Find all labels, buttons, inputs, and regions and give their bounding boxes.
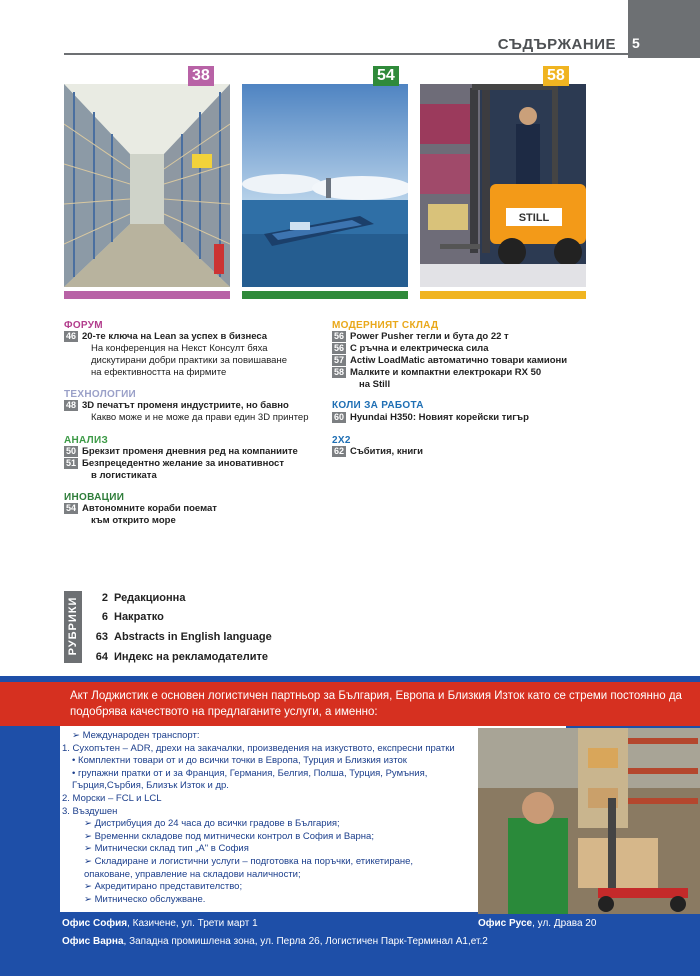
category-analysis: АНАЛИЗ: [64, 435, 109, 446]
office-sofia-address: , Казичене, ул. Трети март 1: [127, 918, 258, 929]
ad-line: • групажни пратки от и за Франция, Германия, Белгия, Полша, Турция, Румъния,: [72, 767, 428, 779]
entry-subtitle: дискутирани добри практики за повишаване: [91, 355, 287, 366]
category-work-vehicles: КОЛИ ЗА РАБОТА: [332, 400, 424, 411]
ad-line: • Комплектни товари от и до всички точки в Европа, Турция и Близкия изток: [72, 755, 407, 767]
office-ruse: [478, 918, 596, 929]
ad-line: ➢ Акредитирано представителство;: [84, 881, 243, 893]
rubric-item[interactable]: [86, 611, 164, 623]
rubric-title: Индекс на рекламодателите: [114, 651, 269, 663]
ad-line: ➢ Митнически склад тип „А" в София: [84, 843, 249, 855]
toc-entry[interactable]: [64, 331, 324, 379]
entry-title: Автономните кораби поемат: [82, 503, 217, 514]
page-ref: 51: [66, 458, 77, 468]
rubric-item[interactable]: [86, 631, 272, 643]
entry-title: Power Pusher тегли и бута до 22 т: [350, 331, 509, 342]
toc-entry[interactable]: [64, 446, 334, 458]
rubric-item[interactable]: [86, 592, 185, 604]
ad-line: ➢ Дистрибуция до 24 часа до всички градове в България;: [84, 818, 340, 830]
toc-entry[interactable]: [332, 412, 592, 424]
ad-line: 1. Сухопътен – ADR, дрехи на закачалки, произведения на изкуството, експресни пратки: [62, 742, 455, 754]
svg-text:STILL: STILL: [518, 212, 550, 224]
entry-title: 20-те ключа на Lean за успех в бизнеса: [82, 331, 268, 342]
category-2x2: 2Х2: [332, 435, 351, 446]
office-varna-address: , Западна промишлена зона, ул. Перла 26, Логистичен Парк-Терминал А1,ет.2: [123, 936, 488, 947]
entry-title: С ръчна и електрическа сила: [350, 343, 489, 354]
page-ref: 56: [334, 343, 345, 353]
entry-title: Малките и компактни електрокари RX 50: [350, 367, 542, 378]
toc-entry[interactable]: [332, 331, 592, 343]
office-ruse-label: Офис Русе: [478, 918, 533, 929]
toc-entry[interactable]: [332, 446, 592, 458]
page-ref: 46: [66, 331, 77, 341]
warehouse-aisle-photo: [64, 84, 230, 287]
rubric-page: 6: [101, 611, 108, 623]
office-sofia: [62, 918, 258, 929]
entry-subtitle: на ефективността на фирмите: [91, 367, 227, 378]
page-ref: 58: [334, 367, 345, 377]
office-sofia-label: Офис София: [62, 918, 128, 929]
feature-number-38: 38: [188, 66, 214, 86]
rubric-page: 2: [101, 592, 108, 604]
office-varna-label: Офис Варна: [62, 936, 124, 947]
entry-title: Брекзит променя дневния ред на компаниите: [82, 446, 298, 457]
rubric-title: Abstracts in English language: [114, 631, 272, 643]
autonomous-ship-photo: [242, 84, 408, 287]
rubric-page: 64: [95, 651, 108, 663]
category-forum: ФОРУМ: [64, 320, 103, 331]
toc-entry[interactable]: [64, 503, 324, 527]
entry-title: Безпрецедентно желание за иновативност: [82, 458, 284, 469]
page-ref: 62: [334, 446, 345, 456]
rubric-title: Редакционна: [114, 592, 186, 604]
header-rule: [64, 53, 630, 55]
ad-services-list: [62, 730, 562, 906]
ad-line: ➢ Международен транспорт:: [72, 730, 200, 741]
entry-title: 3D печатът променя индустриите, но бавно: [82, 400, 289, 411]
page-ref: 48: [66, 400, 77, 410]
rubriki-label: РУБРИКИ: [67, 596, 79, 656]
toc-entry[interactable]: [64, 400, 324, 424]
ad-line: 3. Въздушен: [62, 805, 118, 817]
entry-title: Hyundai H350: Новият корейски тигър: [350, 412, 529, 423]
ad-line: 2. Морски – FCL и LCL: [62, 792, 162, 804]
rubric-title: Накратко: [114, 611, 164, 623]
ad-headline: Акт Лоджистик е основен логистичен партньор за България, Европа и Близкия Изток като се стреми постоянно да подобрява качеството на предлаганите услуги, а именно:: [70, 690, 682, 718]
office-varna: [62, 936, 488, 947]
category-modern-warehouse: МОДЕРНИЯТ СКЛАД: [332, 320, 439, 331]
entry-title-cont: в логистиката: [91, 470, 157, 481]
feature-bar-54: [242, 291, 408, 299]
forklift-photo: [420, 84, 586, 287]
entry-title: Събития, книги: [350, 446, 423, 457]
toc-entry[interactable]: [332, 343, 592, 355]
page-ref: 57: [334, 355, 345, 365]
toc-entry[interactable]: [332, 367, 592, 391]
feature-number-54: 54: [373, 66, 399, 86]
toc-entry[interactable]: [332, 355, 592, 367]
ad-line: ➢ Временни складове под митнически контрол в София и Варна;: [84, 830, 374, 842]
category-innovations: ИНОВАЦИИ: [64, 492, 125, 503]
ad-line: ➢ Митническо обслужване.: [84, 893, 206, 905]
feature-number-58: 58: [543, 66, 569, 86]
toc-entry[interactable]: [64, 458, 334, 482]
entry-title-cont: към открито море: [91, 515, 176, 526]
page-ref: 54: [66, 503, 77, 513]
page-ref: 50: [66, 446, 77, 456]
office-ruse-address: , ул. Драва 20: [532, 918, 597, 929]
page-title: СЪДЪРЖАНИЕ: [497, 36, 616, 53]
entry-title: Actiw LoadMatic автоматично товари камиони: [350, 355, 568, 366]
ad-line: ➢ Складиране и логистични услуги – подготовка на поръчки, етикетиране,: [84, 855, 414, 867]
ad-line: опаковане, управление на складови наличности;: [84, 868, 301, 880]
feature-bar-38: [64, 291, 230, 299]
feature-bar-58: [420, 291, 586, 299]
page-ref: 56: [334, 331, 345, 341]
entry-subtitle: Какво може и не може да прави един 3D принтер: [91, 412, 309, 423]
rubric-item[interactable]: [86, 651, 268, 663]
ad-line: Гърция,Сърбия, Близък Изток и др.: [72, 780, 229, 792]
entry-title-cont: на Still: [359, 379, 391, 390]
page-ref: 60: [334, 412, 345, 422]
category-technologies: ТЕХНОЛОГИИ: [64, 389, 137, 400]
entry-subtitle: На конференция на Некст Консулт бяха: [91, 343, 268, 354]
rubric-page: 63: [95, 631, 108, 643]
page-number: 5: [632, 35, 640, 51]
